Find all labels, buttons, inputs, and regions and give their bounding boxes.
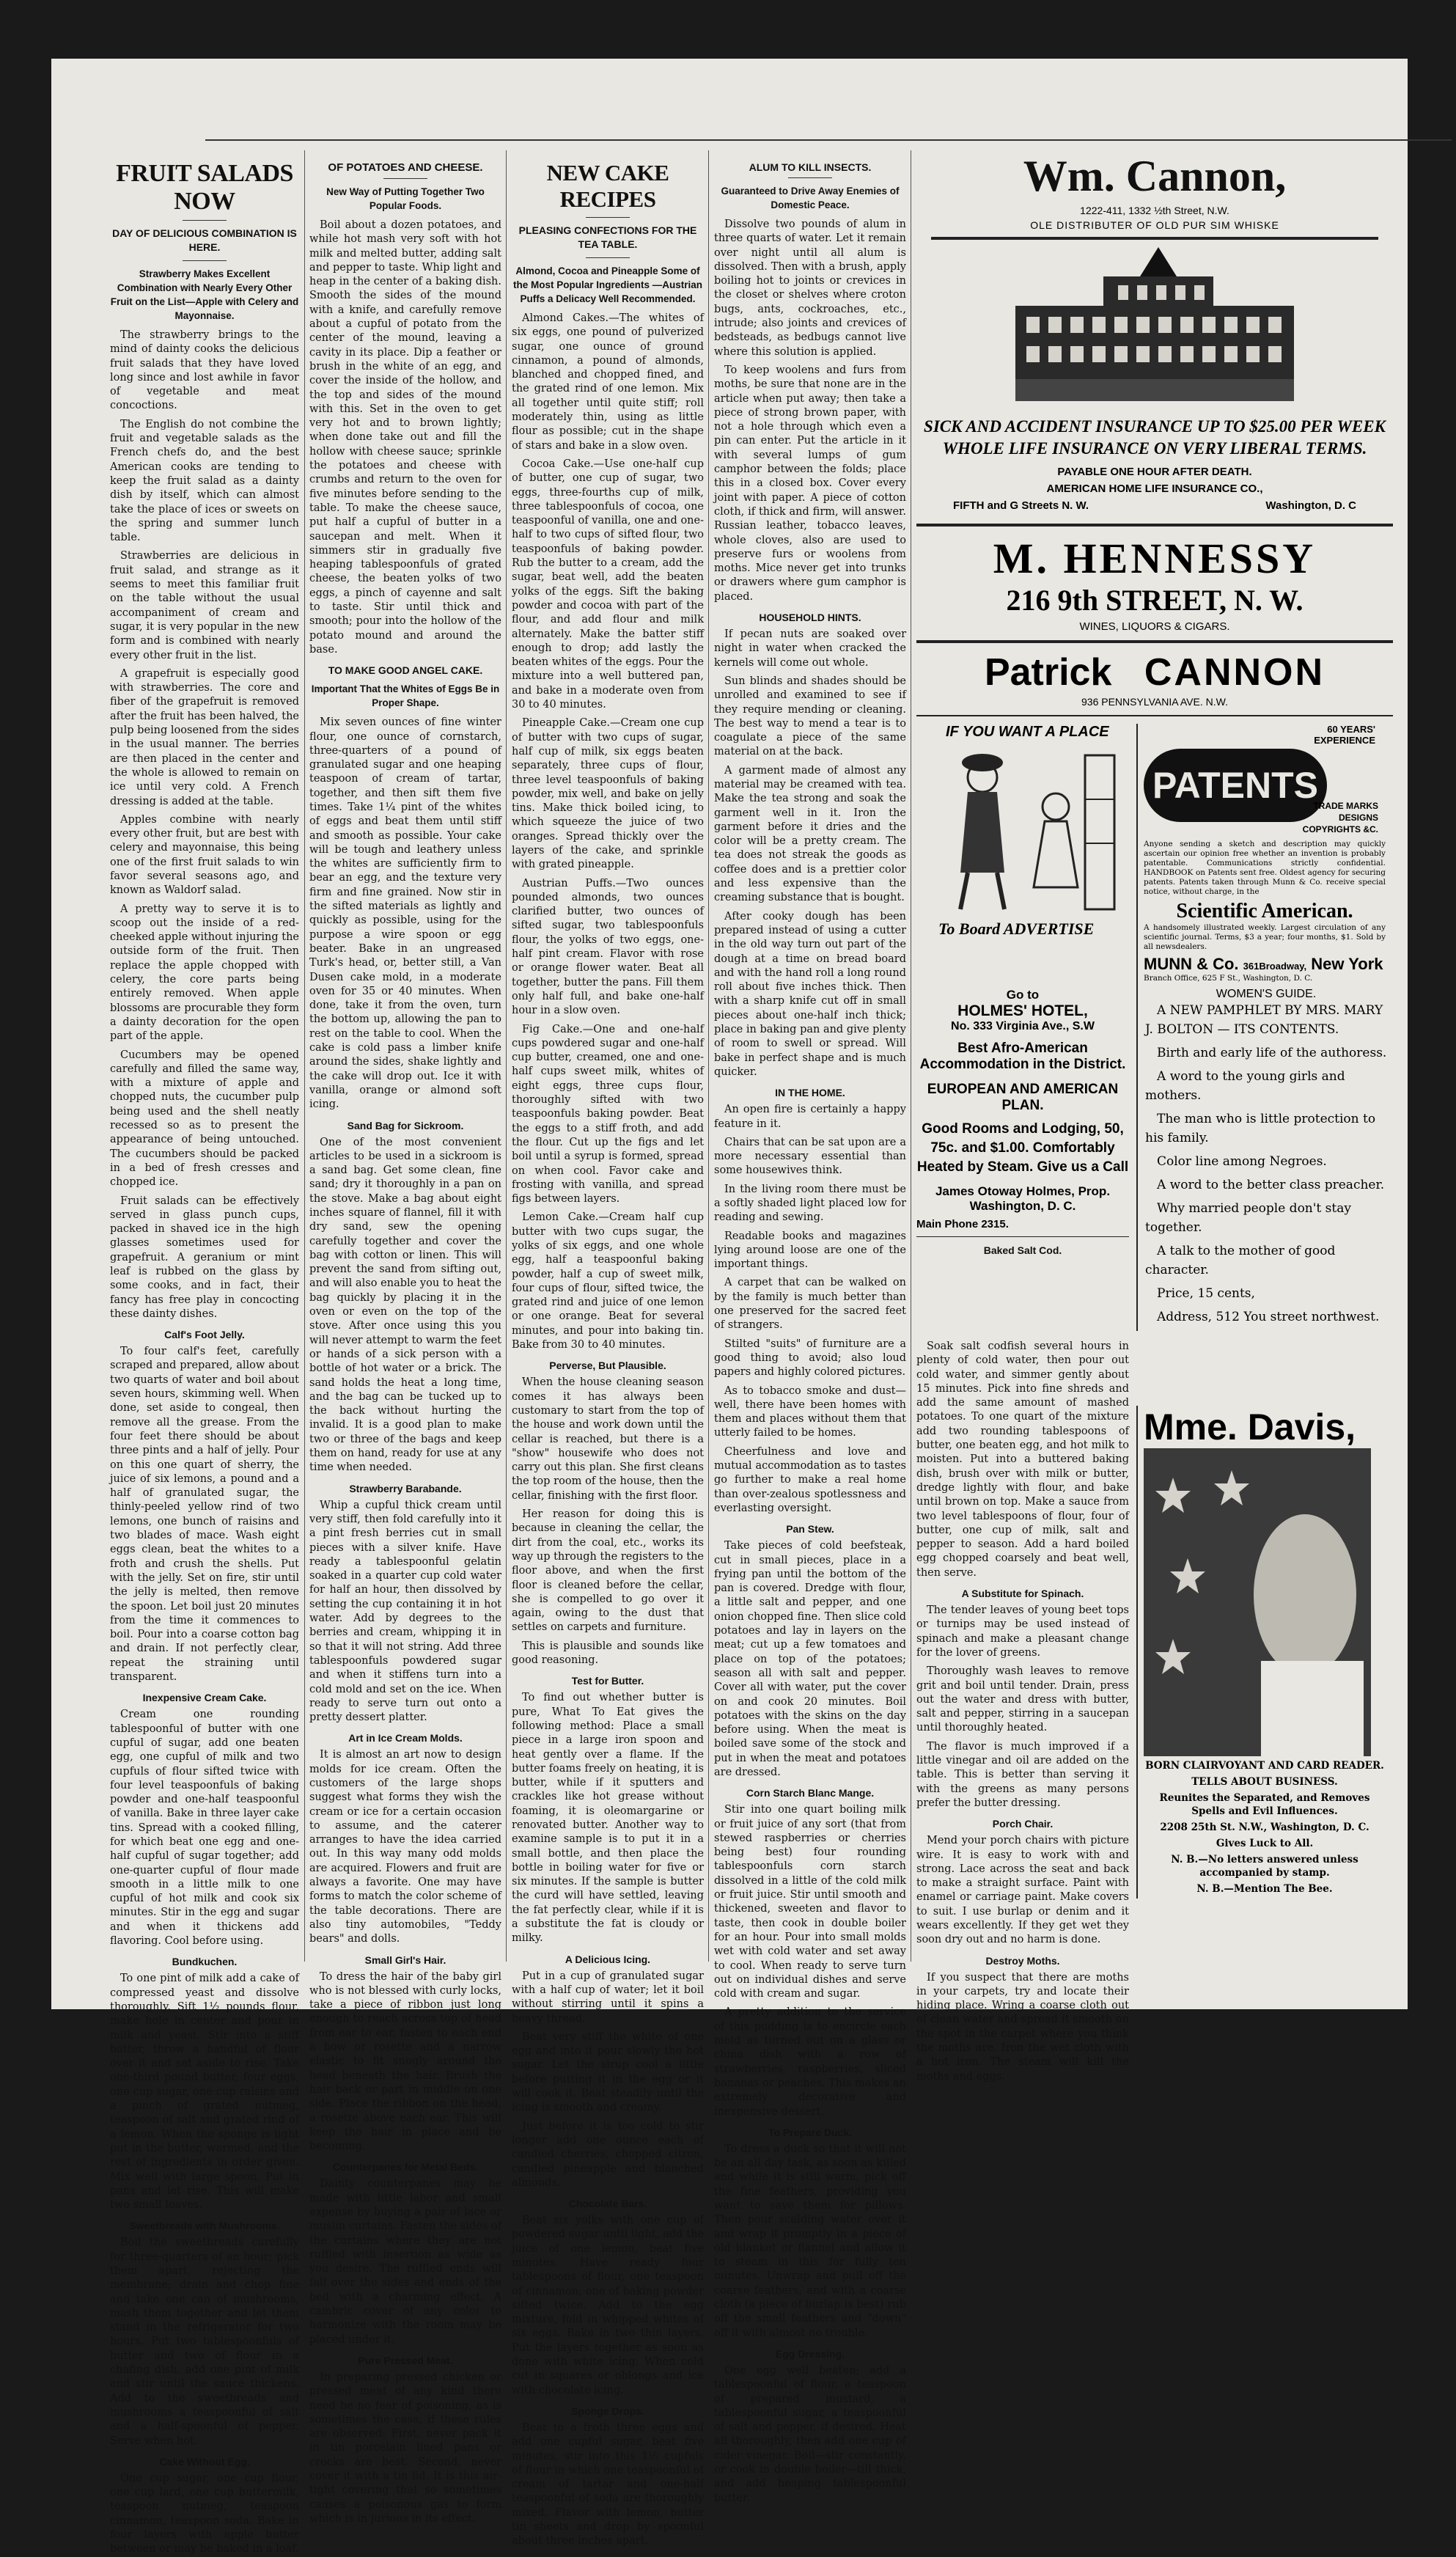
holmes-phone: Main Phone 2315. bbox=[916, 1218, 1009, 1230]
section-head: Baked Salt Cod. bbox=[983, 1244, 1062, 1256]
section-head: Pan Stew. bbox=[786, 1523, 834, 1536]
paragraph: Dainty counterpanes may be made with little labor and small expense by buying a pair of lace or muslin curtains. Fasten the sides of the curtains where they are not ruffled with insertion as wide as you desire. The ruffled ends will fall over the sides and ends of the bed with a charming effect. A cambric cover of any color to harmonize with the room may be placed under it. bbox=[309, 2178, 501, 2346]
ad-womens-guide bbox=[1136, 988, 1387, 1331]
paragraph: An open fire is certainly a happy feature in it. bbox=[714, 1104, 906, 1130]
insurance-ad-line: SICK AND ACCIDENT INSURANCE UP TO $25.00 PER WEEK bbox=[924, 417, 1386, 436]
davis-lines bbox=[1144, 1759, 1386, 1896]
section-head: Sweetbreads with Mushrooms. bbox=[129, 2220, 280, 2232]
paragraph: BORN CLAIRVOYANT AND CARD READER. bbox=[1145, 1760, 1384, 1772]
paragraph: A word to the young girls and mothers. bbox=[1145, 1069, 1345, 1103]
divider bbox=[788, 177, 832, 178]
ad-divider bbox=[916, 524, 1393, 527]
headline-alum: ALUM TO KILL INSECTS. bbox=[749, 161, 872, 173]
paragraph: Readable books and magazines lying around loose are one of the important things. bbox=[714, 1230, 906, 1271]
article-body bbox=[309, 2371, 501, 2526]
paragraph: To keep woolens and furs from moths, be sure that none are in the article when put away; then take a piece of strong brown paper, with not a hole through which even a pin can enter. Put the article in it with several lumps of gum camphor between the folds; place this in a closed box. Cover every joint with paper. A piece of cotton cloth, if thick and firm, will answer. Russian leather, tobacco leaves, whole cloves, also are used to preserve furs or woolens from moths. Mice never get into trunks or drawers where gum camphor is placed. bbox=[714, 364, 906, 603]
munn-name: MUNN & Co. bbox=[1144, 955, 1239, 973]
article-body bbox=[714, 628, 906, 1079]
holmes-city: Washington, D. C. bbox=[969, 1199, 1076, 1213]
section-head: Strawberry Barabande. bbox=[349, 1482, 462, 1494]
munn-branch: Branch Office, 625 F St., Washington, D. C. bbox=[1144, 974, 1313, 983]
ad-title bbox=[916, 650, 1393, 694]
section-head: Egg Dressing. bbox=[775, 2347, 845, 2360]
article-body bbox=[309, 1748, 501, 1946]
paragraph: Why married people don't stay together. bbox=[1145, 1201, 1351, 1235]
article-body bbox=[916, 1604, 1129, 1811]
divider bbox=[586, 257, 630, 258]
deck: New Way of Putting Together Two Popular Foods. bbox=[326, 186, 485, 211]
article-body bbox=[512, 2421, 704, 2549]
deck: Strawberry Makes Excellent Combination with Nearly Every Other Fruit on the List—Apple with Celery and Mayonnaise. bbox=[110, 268, 299, 321]
paragraph: A garment made of almost any material may be creamed with tea. Make the tea strong and soak the garment well in it. Iron the garment before it dries and the color will be a pretty cream. The tea does not streak the goods as coffee does and is a prettier color and less expensive than the creaming substance that is bought. bbox=[714, 764, 906, 904]
paragraph: Mix seven ounces of fine winter flour, one ounce of cornstarch, three-quarters of a pound of granulated sugar and one heaping teaspoon of cream of tartar, together, and then sift them five times. Take 1¼ pint of the whites of eggs and beat them until stiff and smooth as possible. Your cake will be tough and leathery unless the whites are sufficiently firm to bear an egg, and the texture very firm and fine grained. Now stir in the sifted materials as lightly and quickly as possible, using for the purpose a wire spoon or egg beater. Bake in an ungreased Turk's head, or, better still, a Van Dusen cake mold, in a moderate oven for 35 or 40 minutes. When done, take it from the oven, turn the bottom up, allowing the pan to rest on the table to cool. When the cake is cold pass a limber knife around the sides, shake lightly and the cake will drop out. Ice it with vanilla, orange or almond soft icing. bbox=[309, 716, 501, 1111]
holmes-goto: Go to bbox=[1006, 988, 1040, 1002]
paragraph: Dissolve two pounds of alum in three quarts of water. Let it remain over night until all alum is dissolved. Then with a brush, apply boiling hot to joints or crevices in the closet or shelves where croton bugs, ants, cockroaches, etc., intrude; also joints and crevices of bedsteads, as bedbugs cannot live where this solution is applied. bbox=[714, 219, 906, 358]
column-fruit-salads bbox=[110, 154, 299, 2556]
article-body bbox=[714, 1803, 906, 2119]
paragraph: In the living room there must be a softly shaded light placed low for reading and sewing. bbox=[714, 1183, 906, 1224]
paragraph: Her reason for doing this is because in cleaning the cellar, the dirt from the coal, etc., works its way up through the registers to the floor above, and when the first floor is cleaned before the cellar, she is compelled to go over it again, owing to the dust that settles on carpets and furniture. bbox=[512, 1508, 705, 1634]
headline-potatoes: OF POTATOES AND CHEESE. bbox=[328, 161, 483, 174]
article-body bbox=[309, 2177, 501, 2347]
cartoon-caption-board: To Board bbox=[938, 920, 1001, 938]
paragraph: To find out whether butter is pure, What To Eat gives the following method: Place a small piece in a large iron spoon and heat gently over a flame. If the butter foams freely on heating, it is butter, while if it sputters and crackles like hot grease without foaming, it is oleomargarine or renovated butter. Another way to examine sample is to put it in a small bottle, and then place the bottle in boiling water for five or six minutes. If the sample is butter the curd will have settled, leaving the fat perfectly clear, while if it is a substitute the fat is cloudy or milky. bbox=[512, 1692, 704, 1945]
ad-title: Wm. Cannon, bbox=[1023, 152, 1287, 200]
ad-row bbox=[916, 724, 1393, 988]
paragraph: Sun blinds and shades should be unrolled and examined to see if they require mending or cleaning. The best way to mend a tear is to coagulate a piece of the same material on at the back. bbox=[714, 675, 906, 758]
section-head: Perverse, But Plausible. bbox=[549, 1360, 666, 1372]
section-head: Sand Bag for Sickroom. bbox=[347, 1119, 464, 1131]
column-rule bbox=[304, 150, 305, 1962]
paragraph: The strawberry brings to the mind of dainty cooks the delicious fruit salads that they have loved long since and lost awhile in favor of vegetable and meat concoctions. bbox=[110, 329, 299, 412]
ad-row bbox=[916, 1340, 1393, 2083]
divider bbox=[383, 178, 427, 179]
paragraph: A word to the better class preacher. bbox=[1157, 1178, 1385, 1192]
paragraph: 2208 25th St. N.W., Washington, D. C. bbox=[1160, 1822, 1369, 1833]
article-body bbox=[309, 1136, 501, 1475]
ad-divider bbox=[931, 237, 1378, 240]
paragraph: In preparing pressed chicken or pressed meat of any kind there need be no fear of poisoning, as is sometimes the case, if these rules are observed: First, never pack it in tin porcelain lined pans or crocks are best. Second, never cover it with a tin lid. It is this air-tight covering that so sometimes causes a poisonous gas to form which is in jurious in its effect. bbox=[309, 2371, 501, 2525]
paragraph: The man who is little protection to his family. bbox=[1145, 1112, 1376, 1145]
holmes-plan: EUROPEAN AND AMERICAN PLAN. bbox=[927, 1082, 1119, 1113]
ad-title: M. HENNESSY bbox=[993, 535, 1317, 582]
holmes-best: Best Afro-American Accommodation in the District. bbox=[919, 1041, 1126, 1072]
paragraph: To dress a duck so that it will not be an all day task, as soon as killed and while it is still warm, pick off the fine feathers, providing you want to save them for pillows. Then pour scalding water over it and wrap it promptly in a piece of old blanket or flannel and allow it to steam in this for fully ten minutes. Unwrap and pull off the coarse feathers, and with a coarse cloth (a piece of burlap is best) rub off the small feathers and "down" off it with almost no trouble. bbox=[714, 2143, 906, 2339]
headline-fruit-salads: FRUIT SALADS NOW bbox=[116, 160, 293, 215]
article-body bbox=[714, 218, 906, 604]
article-body bbox=[110, 1345, 299, 1684]
ad-tagline: WINES, LIQUORS & CIGARS. bbox=[1079, 620, 1230, 633]
guide-title: WOMEN'S GUIDE. bbox=[1216, 988, 1317, 1000]
section-head: Porch Chair. bbox=[992, 1818, 1054, 1830]
article-body bbox=[916, 1340, 1129, 1580]
paragraph: Cheerfulness and love and mutual accommodation as to tastes go further to make a real home than over-zealous spotlessness and everlasting oversight. bbox=[714, 1445, 906, 1514]
paragraph: Cream one rounding tablespoonful of butter with one cupful of sugar, add one beaten egg, one cupful of milk and two cupfuls of flour sifted twice with four level teaspoonfuls of baking powder and one-half teaspoonful of vanilla. Bake in three layer cake tins. Spread with a cooked filling, for which beat one egg and one-half cupful of sugar together; add one-quarter cupful of flour made smooth in a little milk to one cupful of hot milk and cook six minutes. Stir in the egg and sugar and when it thickens add flavoring. Cool before using. bbox=[110, 1709, 299, 1948]
article-body bbox=[714, 1103, 906, 1516]
paragraph: Boil the sweetbreads carefully for three-quarters of an hour; pick them apart, rejecting the membrane; drain and chop fine and take one can of mushrooms, mash them together and let them stand in the refrigerator for two hours. Put two tablespoonfuls of butter and two of flour in a chafing dish, add one pint of milk and stir until the sauce thickens. Add to the sweetbreads and mushrooms a teaspoonful of salt and a half-spoonful of pepper. Serve when hot. bbox=[110, 2237, 299, 2447]
paragraph: One of the most convenient articles to be used in a sickroom is a sand bag. Get some clean, fine sand; dry it thoroughly in a pan on the stove. Make a bag about eight inches square of flannel, fill it with dry sand, sew the opening carefully together and cover the bag with cotton or linen. This will prevent the sand from sifting out, and will also enable you to heat the bag quickly by placing it in the oven or even on the top of the stove. After once using this you will never attempt to warm the feet or hands of a sick person with a bottle of hot water or a brick. The sand holds the heat a long time, and the bag can be tucked up to the back without hurting the invalid. It is a good plan to make two or three of the bags and keep them on hand, ready for use at any time when needed. bbox=[309, 1136, 501, 1474]
paragraph: It is almost an art now to design molds for ice cream. Often the customers of the large shops suggest what forms they wish the cream or ice for a certain occasion to assume, and the caterer arranges to have the idea carried out. In this way many odd molds are acquired. Flowers and fruit are always a favorite. One may have forms to match the color scheme of the table decorations. There are also tiny automobiles, "Teddy bears" and dolls. bbox=[309, 1749, 501, 1945]
scientific-american: Scientific American. bbox=[1176, 900, 1353, 922]
insurance-ad-line: PAYABLE ONE HOUR AFTER DEATH. bbox=[1057, 466, 1252, 478]
article-body bbox=[512, 312, 704, 1352]
ad-patents bbox=[1136, 724, 1386, 988]
holmes-rooms: Good Rooms and Lodging, 50, 75c. and $1.00. Comfortably Heated by Steam. Give us a Call bbox=[916, 1121, 1129, 1175]
holmes-address: No. 333 Virginia Ave., S.W bbox=[951, 1020, 1095, 1032]
top-rule bbox=[205, 139, 1452, 141]
patents-marks: TRADE MARKS DESIGNS COPYRIGHTS &C. bbox=[1302, 801, 1378, 834]
paragraph: Boil about a dozen potatoes, and while hot mash very soft with hot milk and melted butter, adding salt and pepper to taste. Whip light and heap in the center of a baking dish. Smooth the sides of the mound with a knife, and carefully remove about a cupful of potato from the center of the mound, leaving a cavity in its place. Dip a feather or brush in the white of an egg, and cover the inside of the hollow, and the top and sides of the mound with this. Set in the oven to get very hot and to brown lightly; when done take out and fill the hollow with cheese sauce; sprinkle the potatoes and cheese with crumbs and return to the oven for five minutes before sending to the table. To make the cheese sauce, put half a cupful of butter in a saucepan and melt. When it simmers stir in gradually five heaping tablespoonfuls of grated cheese, the beaten yolks of two eggs, a pinch of cayenne and salt to taste. Stir until thick and smooth; pour into the hollow of the potato mound and around the base. bbox=[309, 219, 501, 656]
paragraph: Cocoa Cake.—Use one-half cup of butter, one cup of sugar, two eggs, three-fourths cup of milk, three tablespoonfuls of cocoa, one teaspoonful of vanilla, one and one-half to two cups of sifted flour, two teaspoonfuls of baking powder. Rub the butter to a cream, add the sugar, beat well, add the beaten yolks of the eggs. Sift the baking powder and cocoa with part of the flour, and add flour and milk alternately. Make the batter stiff enough to drop; add lastly the beaten whites of the eggs. Pour the mixture into a well buttered pan, and bake in a moderate oven from 30 to 40 minutes. bbox=[512, 458, 704, 711]
subhead: DAY OF DELICIOUS COMBINATION IS HERE. bbox=[112, 227, 297, 253]
section-head: Sponge Drops. bbox=[571, 2404, 644, 2417]
ad-address: 216 9th STREET, N. W. bbox=[1006, 584, 1304, 617]
section-head: Calf's Foot Jelly. bbox=[164, 1329, 245, 1341]
insurance-city: Washington, D. C bbox=[1265, 499, 1356, 512]
article-body bbox=[309, 1499, 501, 1725]
section-head: Test for Butter. bbox=[571, 1675, 644, 1687]
section-head: Cake Without Egg. bbox=[159, 2455, 250, 2468]
paragraph: Stir into one quart boiling milk or fruit juice of any sort (that from stewed raspberries or cherries being best) four rounding tablespoonfuls corn starch dissolved in a little of the cold milk or fruit juice. Stir until smooth and thickened, sweeten and flavor to taste, then cook in double boiler for an hour. Pour into small molds wet with cold water and set away to cool. When ready to serve turn out on individual dishes and serve cold with cream and sugar. bbox=[714, 1804, 906, 2000]
ad-title-last: CANNON bbox=[1144, 651, 1326, 694]
paragraph: Put in a cup of granulated sugar with a half cup of water; let it boil without stirring until it spins a heavy thread. bbox=[512, 1970, 704, 2025]
article-body bbox=[309, 716, 501, 1112]
building-illustration bbox=[1001, 247, 1309, 408]
paragraph: A pretty addition to the service of this pudding is to encircle each mold as turned out on a glass or china dish with a row of strawberries, raspberries, sliced bananas or peaches. This makes an extremely decorative and inexpensive dessert. bbox=[714, 2006, 906, 2118]
paragraph: A carpet that can be walked on by the family is much better than one preserved for the sacred feet of strangers. bbox=[714, 1277, 906, 1332]
divider bbox=[586, 217, 630, 218]
article-body bbox=[110, 2236, 299, 2448]
paragraph: If you suspect that there are moths in your carpets, try and locate their hiding place. Wring a coarse cloth out of clean water and spread it smooth on the spot in the carpet where you think the moths are. Iron the wet cloth with a hot iron. The steam will kill the moths and eggs. bbox=[916, 1971, 1129, 2083]
paragraph: Austrian Puffs.—Two ounces pounded almonds, two ounces clarified butter, two ounces of sifted sugar, two tablespoonfuls flour, the yolks of two eggs, one-half pint cream. Flavor with rose or orange flower water. Beat all together, butter the pans. Fill them only half full, and bake one-half hour in a slow oven. bbox=[512, 877, 704, 1017]
cartoon-caption-top: IF YOU WANT A PLACE bbox=[946, 724, 1109, 740]
section-head: HOUSEHOLD HINTS. bbox=[759, 612, 861, 624]
article-body bbox=[110, 329, 299, 1321]
section-head: Destroy Moths. bbox=[985, 1954, 1060, 1967]
column-household bbox=[916, 1340, 1129, 2083]
newspaper-page bbox=[51, 59, 1408, 2556]
headline-cake-recipes: NEW CAKE RECIPES bbox=[546, 160, 669, 212]
cartoon-caption-bottom bbox=[938, 920, 1129, 939]
paragraph: Strawberries are delicious in fruit salad, and strange as it seems to meet this familiar fruit on the table without the usual accompaniment of cream and sugar, it is very popular in the new form and is combined with nearly every other fruit in the list. bbox=[110, 550, 299, 661]
section-head: A Substitute for Spinach. bbox=[961, 1588, 1084, 1600]
guide-lines bbox=[1145, 1001, 1387, 1327]
deck: Important That the Whites of Eggs Be in Proper Shape. bbox=[311, 683, 500, 709]
paragraph: A talk to the mother of good character. bbox=[1145, 1244, 1336, 1277]
section-head: Bundkuchen. bbox=[172, 1956, 238, 1968]
article-body bbox=[512, 1970, 704, 2190]
ad-address: 1222-411, 1332 ½th Street, N.W. bbox=[1080, 205, 1229, 216]
ad-divider bbox=[916, 1236, 1129, 1237]
divider bbox=[183, 260, 227, 261]
paragraph: To one pint of milk add a cake of compressed yeast and dissolve thoroughly. Sift 1½ pounds flour, make hole in center and pour in milk and yeast. Stir into a stiff batter, throw a handful of flour over it and set aside to rise. Take one-third pound butter, four eggs, one cup sugar, one cup raisins and a pinch of grated nutmeg, teaspoon of salt and grated rind of a lemon. When the sponge is light put in the butter, warmed, and the rest of ingredients in order given. Mix well with large spoon. Put in pans and let rise. This will make two small loaves. bbox=[110, 1973, 299, 2212]
article-body bbox=[714, 2143, 906, 2341]
paragraph: N. B.—No letters answered unless accompanied by stamp. bbox=[1171, 1854, 1358, 1879]
paragraph: Pineapple Cake.—Cream one cup of butter with two cups of sugar, half cup of milk, six eggs beaten separately, three cups of flour, three level teaspoonfuls of baking powder, mix well, and bake on jelly tins. Make thick boiled icing, to which squeeze the juice of two oranges. Spread thickly over the layers of the cake, and sprinkle with grated pineapple. bbox=[512, 717, 704, 871]
article-body bbox=[309, 219, 501, 657]
paragraph: To dress the hair of the baby girl who is not blessed with curly locks, take a piece of ribbon just long enough to reach across top of head from ear to ear, fasten to each end a bow or rosette and a narrow elastic to fit snugly around the head beneath the hair. Brush the hair back or part in middle on one side. Place the ribbon on the head, a rosette above each ear. This will keep the hair in place and be becoming. bbox=[309, 1970, 501, 2153]
advertisement-column bbox=[916, 147, 1393, 2083]
article-body bbox=[512, 1691, 704, 1945]
ad-address: 936 PENNSYLVANIA AVE. N.W. bbox=[1081, 696, 1228, 708]
article-body bbox=[512, 2214, 704, 2398]
ad-holmes-hotel bbox=[916, 988, 1129, 1261]
section-head: TO MAKE GOOD ANGEL CAKE. bbox=[328, 664, 483, 677]
section-head: A Delicious Icing. bbox=[565, 1953, 651, 1965]
section-head: Counterpanes for Metal Beds. bbox=[332, 2161, 479, 2173]
holmes-name: HOLMES' HOTEL, bbox=[957, 1002, 1088, 1019]
paragraph: One egg well beaten; add a tablespoonful of flour, a teaspoon of prepared mustard, a tablespoonful sugar, a teaspoonful of salt and pepper, if desired. Heat all thoroughly, then add one cup of cider vinegar. Boil—stir constantly, or cook in double boiler—till thick, and add heaping tablespoonful butter. bbox=[714, 2364, 906, 2504]
paragraph: One cup sugar, one cup flour, one cup lard, one cup buttermilk, teaspoon nutmeg, teaspoon cinnamon, teaspoon soda. Bake in four layers with apple butter between or may be baked in a loaf. bbox=[110, 2472, 299, 2556]
ad-board-cartoon bbox=[916, 724, 1129, 988]
section-head: Small Girl's Hair. bbox=[364, 1953, 446, 1966]
paragraph: Chairs that can be sat upon are a more necessary essential than some housewives think. bbox=[714, 1136, 906, 1177]
ad-patrick-cannon bbox=[916, 650, 1393, 708]
paragraph: Stilted "suits" of furniture are a good thing to avoid; also loud papers and highly colored pictures. bbox=[714, 1338, 906, 1379]
section-head: Art in Ice Cream Molds. bbox=[348, 1732, 463, 1745]
paragraph: Just before it is too cold to stir longer add one ounce each of candied cherries, chopped citron, candied pineapple and blanched almonds. bbox=[512, 2120, 704, 2189]
paragraph: Thoroughly wash leaves to remove grit and boil until tender. Drain, press out the water and dress with butter, salt and pepper, stirring in a saucepan until thoroughly heated. bbox=[916, 1665, 1129, 1734]
insurance-ad-line: WHOLE LIFE INSURANCE ON VERY LIBERAL TERMS. bbox=[942, 439, 1367, 458]
paragraph: A grapefruit is especially good with strawberries. The core and fiber of the grapefruit is removed after the fruit has been halved, the pulp being loosened from the sides in the usual manner. The berries are then placed in the center and the whole is allowed to remain on ice until very cold. A French dressing is added at the table. bbox=[110, 667, 299, 807]
paragraph: Price, 15 cents, bbox=[1157, 1286, 1255, 1301]
munn-line bbox=[1144, 955, 1386, 974]
ad-hennessy bbox=[916, 534, 1393, 633]
section-head: Corn Starch Blanc Mange. bbox=[746, 1787, 875, 1800]
davis-name: Mme. Davis, bbox=[1144, 1406, 1356, 1448]
paragraph: TELLS ABOUT BUSINESS. bbox=[1191, 1776, 1338, 1788]
paragraph: If pecan nuts are soaked over night in water when cracked the kernels will come out whole. bbox=[714, 628, 906, 669]
article-body bbox=[512, 1376, 704, 1668]
paragraph: Fruit salads can be effectively served in glass punch cups, packed in shaved ice in the high glasses sometimes used for grapefruit. A geranium or mint leaf is rubbed on the glass by some cooks, and in fact, their fancy has free play in concocting these dainty dishes. bbox=[110, 1195, 299, 1320]
section-head: Pure Pressed Meat. bbox=[358, 2354, 453, 2366]
article-body bbox=[309, 1970, 501, 2154]
insurance-address bbox=[916, 495, 1393, 516]
section-head: Chocolate Bars. bbox=[568, 2198, 647, 2210]
paragraph: Mend your porch chairs with picture wire. It is easy to work with and strong. Lace across the seat and back to make a straight surface. Paint with enamel or carriage paint. Make covers to suit. I use burlap or denim and it wears excellently. If they get wet they soon dry out and no harm is done. bbox=[916, 1835, 1129, 1946]
munn-address: 361Broadway, bbox=[1243, 961, 1307, 972]
paragraph: To four calf's feet, carefully scraped and prepared, allow about two quarts of water and boil about seven hours, skimming well. When done, set aside to congeal, then remove all the grease. From the four feet there should be about three pints and a half of jelly. Pour on this one quart of sherry, the juice of six lemons, a pound and a half of granulated sugar, the thinly-peeled yellow rind of two lemons, one bunch of raisins and two blades of mace. Wash eight eggs clean, beat the whites to a froth and crush the shells. Put with the jelly. Set on fire, stir until the jelly is melted, then remove the spoon. Let boil just 20 minutes from the time it commences to boil. Pour into a coarse cotton bag and drain. If not perfectly clear, repeat the straining until transparent. bbox=[110, 1346, 299, 1684]
ad-mme-davis bbox=[1136, 1406, 1386, 1899]
paragraph: A pretty way to serve it is to scoop out the inside of a red-cheeked apple without injuring the outside form of the fruit. Then replace the apple chopped with celery, the core parts being entirely removed. When apple blossoms are procurable they form a dainty decoration for the open part of the apple. bbox=[110, 903, 299, 1043]
holmes-prop: James Otoway Holmes, Prop. bbox=[935, 1184, 1111, 1198]
paragraph: Beat to a froth three eggs and add one cupful sugar, beat five minutes, stir into this 1½ cupfuls of flour in which one teaspoonful of cream of tartar and one-half teaspoonful of soda are thoroughly mixed. Flavor with lemon, butter tin sheets and drop by spoonful about three inches apart. bbox=[512, 2421, 704, 2547]
paragraph: Apples combine with nearly every other fruit, but are best with celery and mayonnaise, this being one of the first fruit salads to win favor several seasons ago, and known as Waldorf salad. bbox=[110, 813, 299, 897]
paragraph: The English do not combine the fruit and vegetable salads as the French chefs do, and the best American cooks are tending to keep the fruit salad as a dainty dish by itself, which can almost take the place of ices or sweets on the spring and summer lunch table. bbox=[110, 418, 299, 544]
paragraph: Reunites the Separated, and Removes Spells and Evil Influences. bbox=[1159, 1792, 1370, 1817]
section-head: To Prepare Duck. bbox=[768, 2126, 853, 2138]
paragraph: The tender leaves of young beet tops or turnips may be used instead of spinach and make a pleasant change for the lover of greens. bbox=[916, 1604, 1129, 1659]
column-rule bbox=[708, 150, 709, 1962]
paragraph: As to tobacco smoke and dust—well, there have been homes with them and places without them that utterly failed to be homes. bbox=[714, 1384, 906, 1439]
column-rule bbox=[506, 150, 507, 1962]
insurance-street: FIFTH and G Streets N. W. bbox=[953, 499, 1089, 512]
article-body bbox=[110, 1972, 299, 2212]
cartoon-illustration bbox=[916, 741, 1122, 917]
subhead: PLEASING CONFECTIONS FOR THE TEA TABLE. bbox=[518, 224, 697, 250]
sci-text: A handsomely illustrated weekly. Largest circulation of any scientific journal. Terms, $3 a year; four months, $1. Sold by all newsdealers. bbox=[1144, 923, 1386, 951]
section-head: IN THE HOME. bbox=[775, 1087, 845, 1099]
patents-word: PATENTS bbox=[1152, 765, 1318, 806]
paragraph: Fig Cake.—One and one-half cups powdered sugar and one-half cup butter, creamed, one and one-half cups sweet milk, whites of eight eggs, three cups flour, thoroughly sifted with two teaspoonfuls baking powder. Beat the eggs to a stiff froth, and add the flour. Cut up the figs and let boil until a syrup is formed, spread on when cool. Favor cake and frosting with vanilla, and spread figs between layers. bbox=[512, 1023, 704, 1206]
insurance-company: AMERICAN HOME LIFE INSURANCE CO., bbox=[1046, 483, 1263, 495]
portrait-image bbox=[1144, 1448, 1371, 1756]
article-body bbox=[110, 1708, 299, 1948]
article-body bbox=[714, 2364, 906, 2506]
paragraph: Beat six yolks with one cup of powdered sugar until light, add the juice of one lemon, beat five minutes. Have ready four tablespoons of flour, one teaspoon of cinnamon, one of baking powder sifted twice. Add to the egg mixture, fold in whipped whites of six eggs. Bake in two thin layers. Put the layers together as soon as done with white icing. When cold cut in squares or oblongs and ice with chocolate icing. bbox=[512, 2215, 704, 2396]
column-alum bbox=[714, 154, 906, 2504]
munn-city: New York bbox=[1311, 955, 1383, 973]
paragraph: Almond Cakes.—The whites of six eggs, one pound of pulverized sugar, one ounce of ground cinnamon, a pound of almonds, blanched and chopped fined, and the grated rind of one lemon. Mix all together until quite stiff; roll moderately thin, using as little flour as possible; cut in the shape of stars and bake in a slow oven. bbox=[512, 312, 704, 452]
deck: Almond, Cocoa and Pineapple Some of the Most Popular Ingredients —Austrian Puffs a Delicacy Well Recommended. bbox=[512, 265, 703, 304]
paragraph: Color line among Negroes. bbox=[1157, 1154, 1327, 1169]
article-body bbox=[110, 2472, 299, 2557]
patents-text: Anyone sending a sketch and description may quickly ascertain our opinion free whether an invention is probably patentable. Communications strictly confidential. HANDBOOK on Patents sent free. Oldest agency for securing patents. Patents taken through Munn & Co. receive special notice, without charge, in the bbox=[1144, 840, 1386, 896]
paragraph: Take pieces of cold beefsteak, cut in small pieces, place in a frying pan until the bottom of the pan is covered. Dredge with flour, a little salt and pepper, and one onion chopped fine. Then slice cold potatoes and lay in layers on the meat; cut up a few tomatoes and place on top of the potatoes; season all with salt and pepper. Cover all with water, put the cover on and cook 20 minutes. Boil potatoes with the skins on the day before using. When the meat is boiled save some of the stock and put in when the meat and potatoes are dressed. bbox=[714, 1540, 906, 1778]
ad-divider bbox=[916, 640, 1393, 643]
article-body bbox=[916, 1834, 1129, 1947]
ad-title-first: Patrick bbox=[984, 651, 1112, 694]
paragraph: After cooky dough has been prepared instead of using a cutter in the old way turn out part of the dough at a time on bread board and with the hand roll a long round roll about five inches thick. Then with a sharp knife cut off in small pieces about one-half inch thick; place in baking pan and give plenty of room to swell or spread. Will bake in perfect shape and is much quicker. bbox=[714, 910, 906, 1078]
paragraph: Gives Luck to All. bbox=[1216, 1838, 1314, 1849]
paragraph: Whip a cupful thick cream until very stiff, then fold carefully into it a pint fresh berries cut in small pieces with a silver knife. Have ready a tablespoonful gelatin soaked in a quarter cup cold water for half an hour, then dissolved by setting the cup containing it in hot water. Add by degrees to the berries and cream, whipping it in so that it will not string. Add three tablespoonfuls powdered sugar and when it stiffens turn into a cold mold and set on the ice. When ready to serve turn out onto a pretty dessert platter. bbox=[309, 1499, 501, 1724]
ad-divider bbox=[916, 715, 1393, 716]
deck: Guaranteed to Drive Away Enemies of Domestic Peace. bbox=[721, 186, 900, 210]
paragraph: This is plausible and sounds like good reasoning. bbox=[512, 1640, 704, 1667]
ad-tagline: OLE DISTRIBUTER OF OLD PUR SIM WHISKE bbox=[1030, 219, 1279, 231]
column-potatoes-cheese bbox=[309, 154, 501, 2525]
column-cake-recipes bbox=[512, 154, 705, 2547]
divider bbox=[183, 220, 227, 221]
paragraph: Beat very stiff the white of one egg and into it pour slowly the hot sugar. Let the sirup cool a little before putting it in the egg or it will cook it. Beat steadily until the icing is smooth and creamy. bbox=[512, 2030, 704, 2114]
paragraph: Address, 512 You street northwest. bbox=[1157, 1310, 1380, 1324]
patents-years: 60 YEARS' EXPERIENCE bbox=[1314, 724, 1375, 746]
article-body bbox=[916, 1971, 1129, 2084]
paragraph: N. B.—Mention The Bee. bbox=[1196, 1883, 1333, 1895]
paragraph: The flavor is much improved if a little vinegar and oil are added on the table. This is better than serving it with the greens as many persons prefer the butter dressing. bbox=[916, 1740, 1129, 1809]
paragraph: Birth and early life of the authoress. bbox=[1157, 1046, 1387, 1060]
paragraph: When the house cleaning season comes it has always been customary to start from the top of the house and work down until the cellar is reached, but there is a "show" housewife who does not carry out this plan. She first cleans the top room of the house, then the cellar, finishing with the first floor. bbox=[512, 1376, 704, 1502]
article-body bbox=[714, 1539, 906, 1780]
cartoon-caption-advertise: ADVERTISE bbox=[1003, 920, 1095, 938]
section-head: Inexpensive Cream Cake. bbox=[142, 1692, 267, 1704]
paragraph: A NEW PAMPHLET BY MRS. MARY J. BOLTON — ITS CONTENTS. bbox=[1145, 1003, 1383, 1037]
paragraph: Lemon Cake.—Cream half cup butter with two cups sugar, the yolks of six eggs, and one whole egg, half a teaspoonful baking powder, half a cup of sweet milk, four cups of flour, sifted twice, the grated rind and juice of one lemon or one orange. Beat for several minutes, and pour into baking tin. Bake from 30 to 40 minutes. bbox=[512, 1211, 704, 1351]
paragraph: Soak salt codfish several hours in plenty of cold water, then pour out cold water, and simmer gently about 15 minutes. Pick into fine shreds and add the same amount of mashed potatoes. To one quart of the mixture add two rounding tablespoons of butter, one beaten egg, and hot milk to moisten. Put into a buttered baking dish, brush over with milk or butter, dredge lightly with flour, and bake until brown on top. Make a sauce from two level tablespoons of flour, four of butter, one cup of milk, salt and pepper to season. Add a hard boiled egg chopped coarsely and beat well, then serve. bbox=[916, 1340, 1129, 1579]
paragraph: Cucumbers may be opened carefully and filled the same way, with a mixture of apple and chopped nuts, the cucumber pulp being used and the shell neatly recessed so as to present the appearance of being untouched. The cucumbers should be packed in a bed of fresh cresses and chopped ice. bbox=[110, 1049, 299, 1189]
ad-wm-cannon bbox=[916, 151, 1393, 231]
